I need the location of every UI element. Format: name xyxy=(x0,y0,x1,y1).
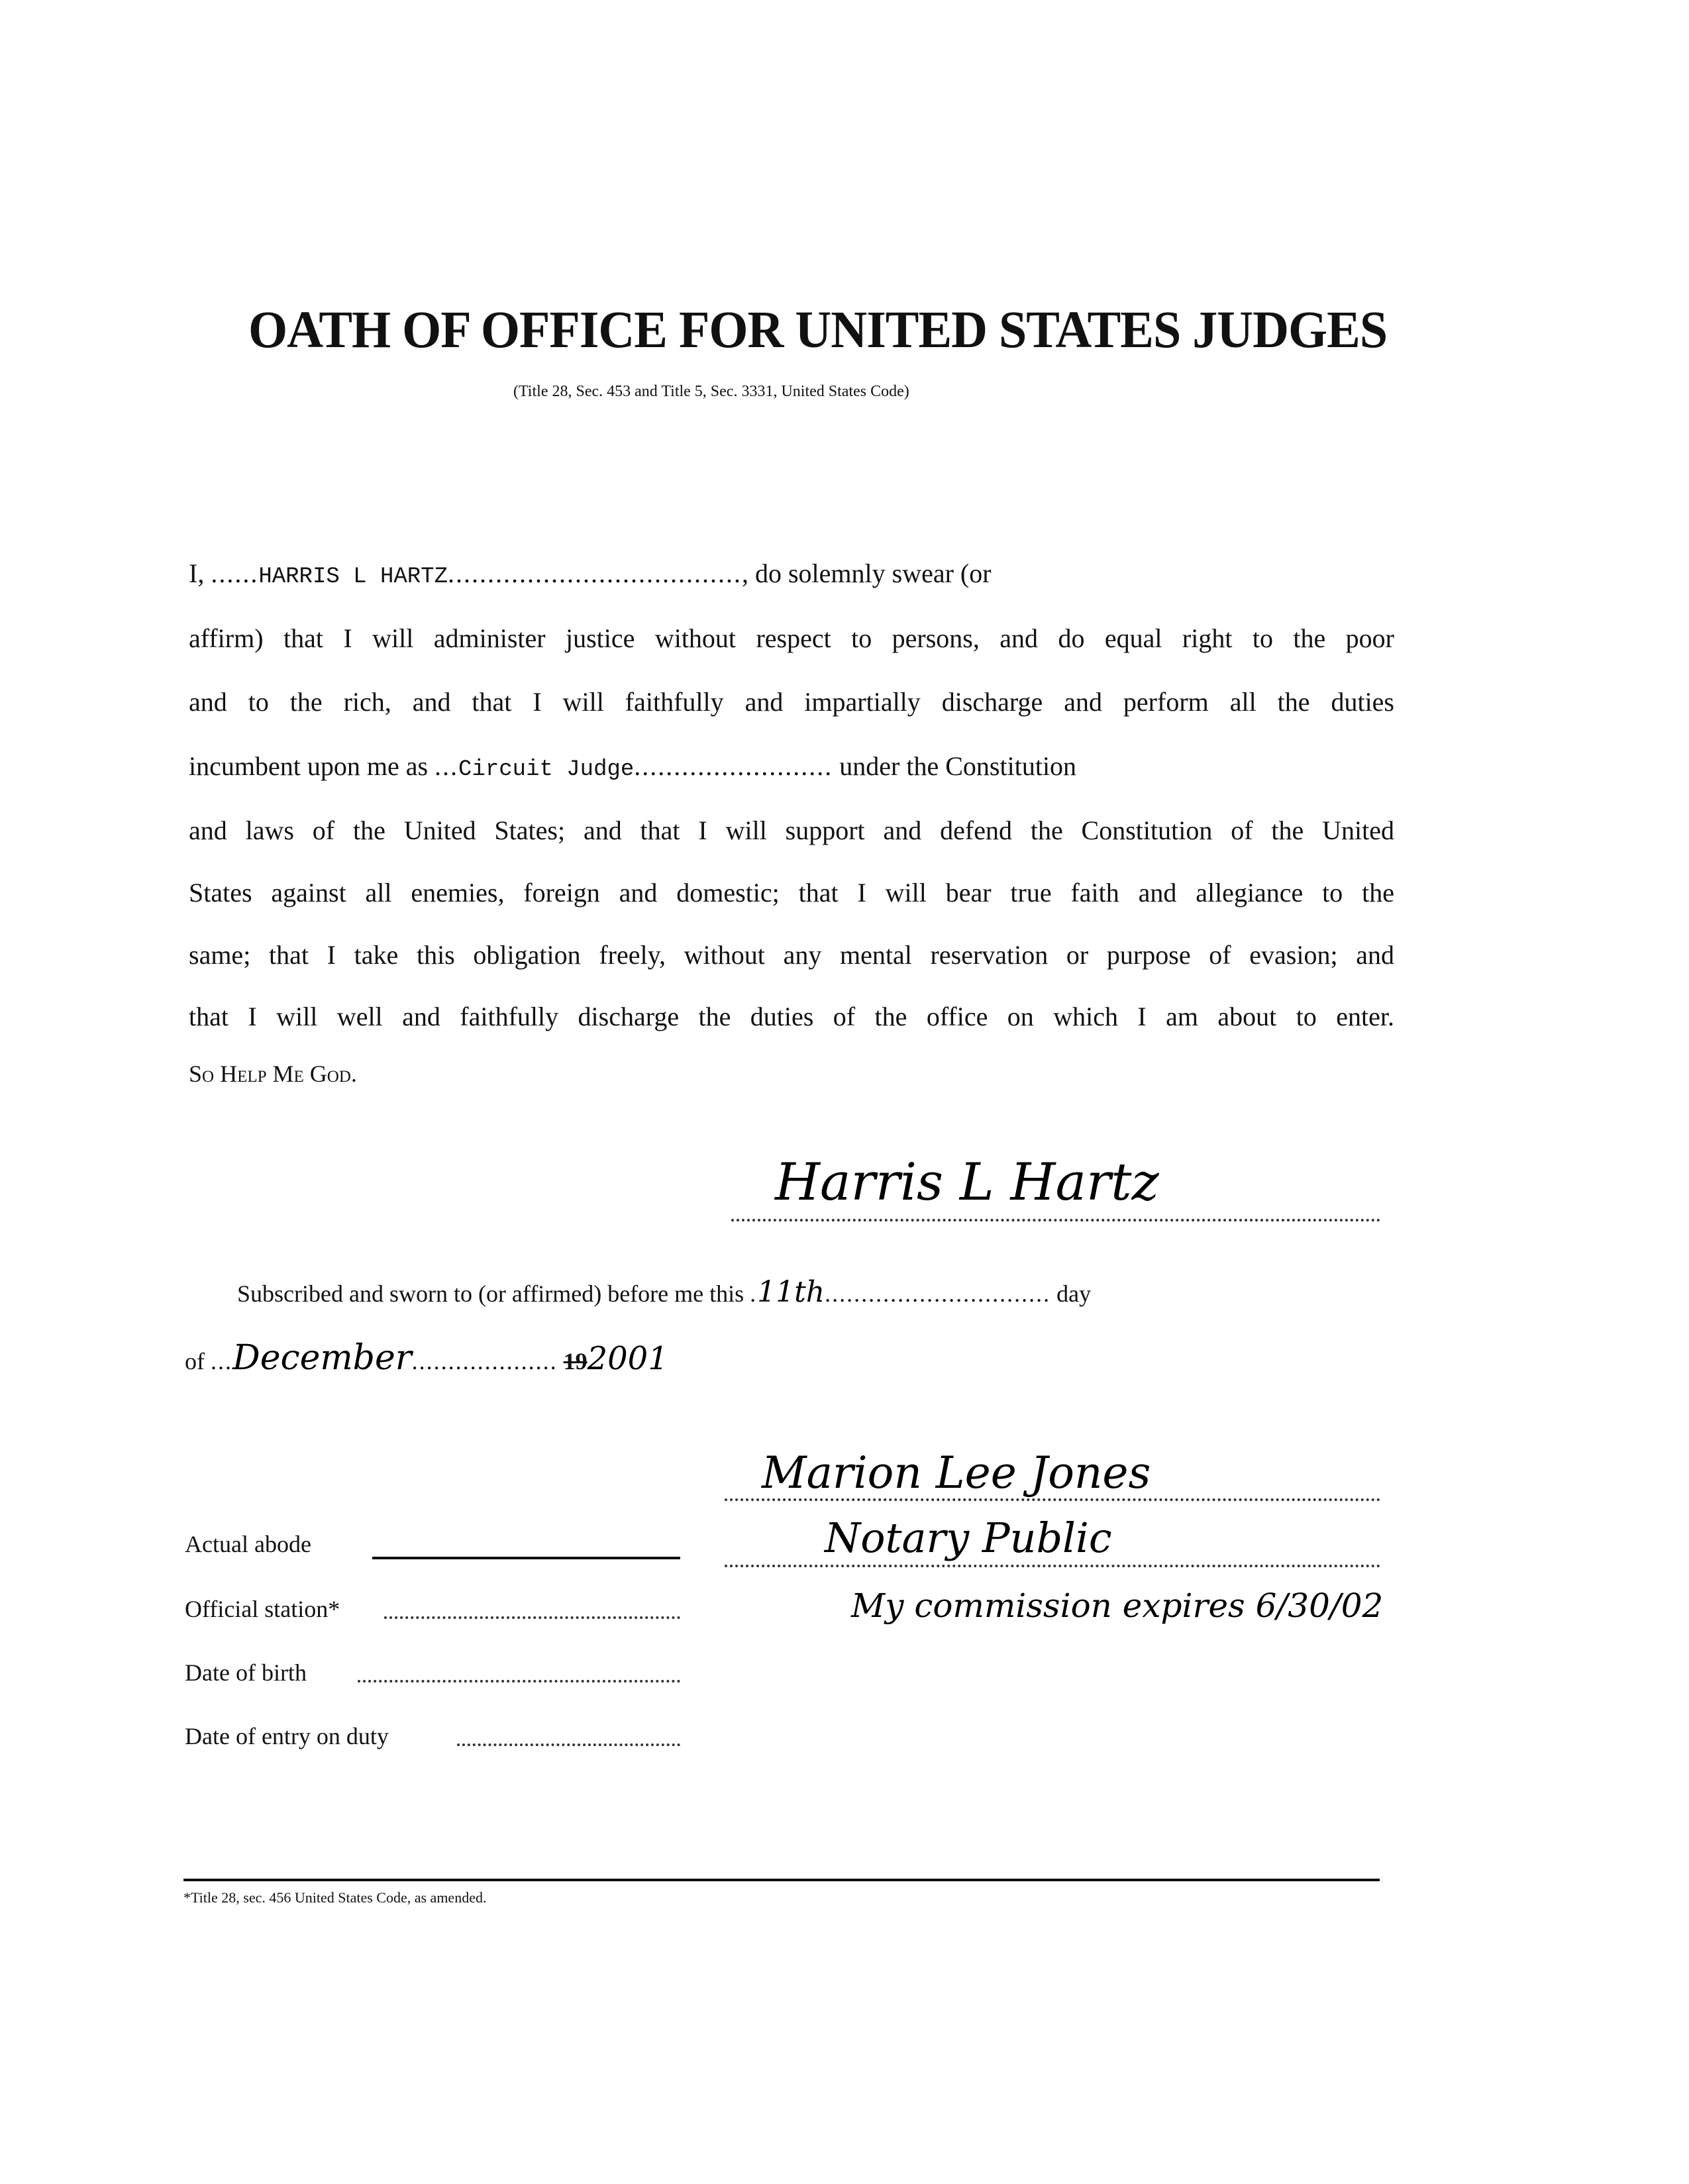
oath-line-5: and laws of the United States; and that I will support and defend the Constitution of the United xyxy=(189,815,1394,845)
date-of-birth-field xyxy=(358,1680,680,1683)
document-title: OATH OF OFFICE FOR UNITED STATES JUDGES xyxy=(248,300,1388,360)
jurat-day-label: day xyxy=(1056,1280,1092,1307)
notary-commission: My commission expires 6/30/02 xyxy=(851,1586,1384,1625)
oath-text-4a: incumbent upon me as xyxy=(189,751,429,781)
footnote: *Title 28, sec. 456 United States Code, as amended. xyxy=(183,1889,487,1906)
oath-text-4b: under the Constitution xyxy=(839,751,1077,781)
jurat-line-2: of ...December.................... 192001 xyxy=(185,1338,668,1378)
notary-title-line xyxy=(725,1565,1380,1567)
actual-abode-field xyxy=(372,1557,680,1559)
date-of-entry-field xyxy=(457,1743,680,1746)
oath-line-8: that I will well and faithfully discharge the duties of the office on which I am about to enter. xyxy=(189,1002,1394,1031)
oath-line-7: same; that I take this obligation freely, without any mental reservation or purpose of evasion; and xyxy=(189,940,1394,970)
signature-line xyxy=(731,1219,1380,1222)
jurat-text: Subscribed and sworn to (or affirmed) before me this xyxy=(237,1280,744,1307)
oath-line-2: affirm) that I will administer justice without respect to persons, and do equal right to the poor xyxy=(189,623,1394,653)
actual-abode-label: Actual abode xyxy=(185,1531,311,1557)
oath-line-4: incumbent upon me as ...Circuit Judge......................... under the Constitution xyxy=(189,751,1077,782)
document-subtitle: (Title 28, Sec. 453 and Title 5, Sec. 3331, United States Code) xyxy=(513,383,909,400)
notary-signature-line xyxy=(725,1498,1380,1501)
oath-text-1: do solemnly swear (or xyxy=(754,558,992,588)
oath-line-6: States against all enemies, foreign and domestic; that I will bear true faith and allegiance to the xyxy=(189,878,1394,908)
judge-signature: Harris L Hartz xyxy=(775,1153,1159,1212)
official-station-label: Official station* xyxy=(185,1596,340,1622)
jurat-of: of xyxy=(185,1348,205,1375)
jurat-year: 2001 xyxy=(587,1340,668,1377)
official-station-field xyxy=(384,1616,680,1619)
notary-signature: Marion Lee Jones xyxy=(762,1447,1151,1498)
jurat-line-1: Subscribed and sworn to (or affirmed) before me this .11th............................... day xyxy=(237,1275,1092,1309)
position-field: Circuit Judge xyxy=(458,757,635,782)
jurat-day: 11th xyxy=(757,1275,825,1309)
oath-closing: So Help Me God. xyxy=(189,1061,357,1087)
judge-name-field: HARRIS L HARTZ xyxy=(258,564,448,590)
notary-title: Notary Public xyxy=(825,1514,1112,1562)
jurat-month: December xyxy=(232,1338,412,1378)
footnote-divider xyxy=(183,1879,1380,1881)
oath-line-3: and to the rich, and that I will faithfully and impartially discharge and perform all the duties xyxy=(189,687,1394,717)
date-of-birth-label: Date of birth xyxy=(185,1659,307,1686)
oath-prefix: I, xyxy=(189,558,205,588)
date-of-entry-label: Date of entry on duty xyxy=(185,1723,389,1749)
struck-year-prefix: 19 xyxy=(563,1348,588,1375)
oath-line-1: I, ......HARRIS L HARTZ....................................., do solemnly swear (or xyxy=(189,558,992,590)
